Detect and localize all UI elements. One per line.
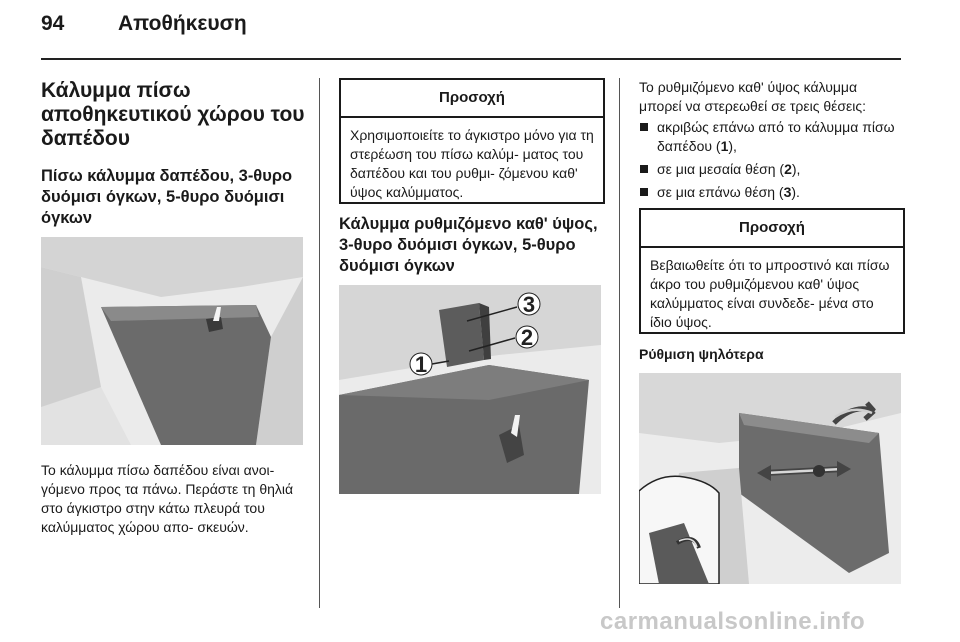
bullet-square-icon: [640, 165, 648, 173]
watermark: carmanualsonline.info: [600, 608, 866, 635]
caution-text-2: Βεβαιωθείτε ότι το μπροστινό και πίσω άκρο του ρυθμιζόμενου καθ' ύψος καλύμματος είναι συνδεδε- μένα στο ίδιο ύψος.: [650, 257, 890, 330]
list-item: σε μια επάνω θέση (3).: [639, 183, 901, 202]
left-paragraph: Το κάλυμμα πίσω δαπέδου είναι ανοι- γόμενο προς τα πάνω. Περάστε τη θηλιά στο άγκιστρο στην κάτω πλευρά του καλύμματος χώρου απο- σκευών.: [41, 462, 294, 535]
adjustable-cover-illustration: [339, 285, 601, 494]
bullet-square-icon: [640, 123, 648, 131]
callout-3: 3: [522, 292, 536, 317]
middle-heading: Κάλυμμα ρυθμιζόμενο καθ' ύψος, 3-θυρο δυόμισι όγκων, 5-θυρο δυόμισι όγκων: [339, 215, 598, 275]
raise-cover-figure: [639, 373, 901, 584]
page-number: 94: [41, 12, 65, 35]
section-title: Αποθήκευση: [118, 12, 247, 35]
list-item: ακριβώς επάνω από το κάλυμμα πίσω δαπέδου (1),: [639, 118, 901, 156]
column-divider-2: [619, 78, 620, 608]
caution-title-2: Προσοχή: [641, 210, 903, 248]
column-divider-1: [319, 78, 320, 608]
right-intro: Το ρυθμιζόμενο καθ' ύψος κάλυμμα μπορεί να στερεωθεί σε τρεις θέσεις:: [639, 79, 866, 114]
callout-1: 1: [414, 352, 428, 377]
bullet-square-icon: [640, 188, 648, 196]
right-heading: Ρύθμιση ψηλότερα: [639, 346, 764, 362]
adjustable-cover-figure: [339, 285, 601, 494]
caution-box-2: [639, 208, 905, 334]
callout-2: 2: [520, 325, 534, 350]
list-item: σε μια μεσαία θέση (2),: [639, 160, 901, 179]
header-rule: [41, 58, 901, 60]
caution-text-1: Χρησιμοποιείτε το άγκιστρο μόνο για τη στερέωση του πίσω καλύμ- ματος του δαπέδου και του ρυθμι- ζόμενου καθ' ύψος καλύμματος.: [350, 127, 594, 200]
position-list: [639, 118, 901, 206]
caution-box-1: [339, 78, 605, 204]
rear-floor-cover-figure: [41, 237, 303, 445]
caution-title-1: Προσοχή: [341, 80, 603, 118]
left-title: Κάλυμμα πίσω αποθηκευτικού χώρου του δαπέδου: [41, 79, 305, 150]
trunk-illustration: [41, 237, 303, 445]
left-subtitle: Πίσω κάλυμμα δαπέδου, 3-θυρο δυόμισι όγκων, 5-θυρο δυόμισι όγκων: [41, 167, 293, 227]
raise-cover-illustration: [639, 373, 901, 584]
